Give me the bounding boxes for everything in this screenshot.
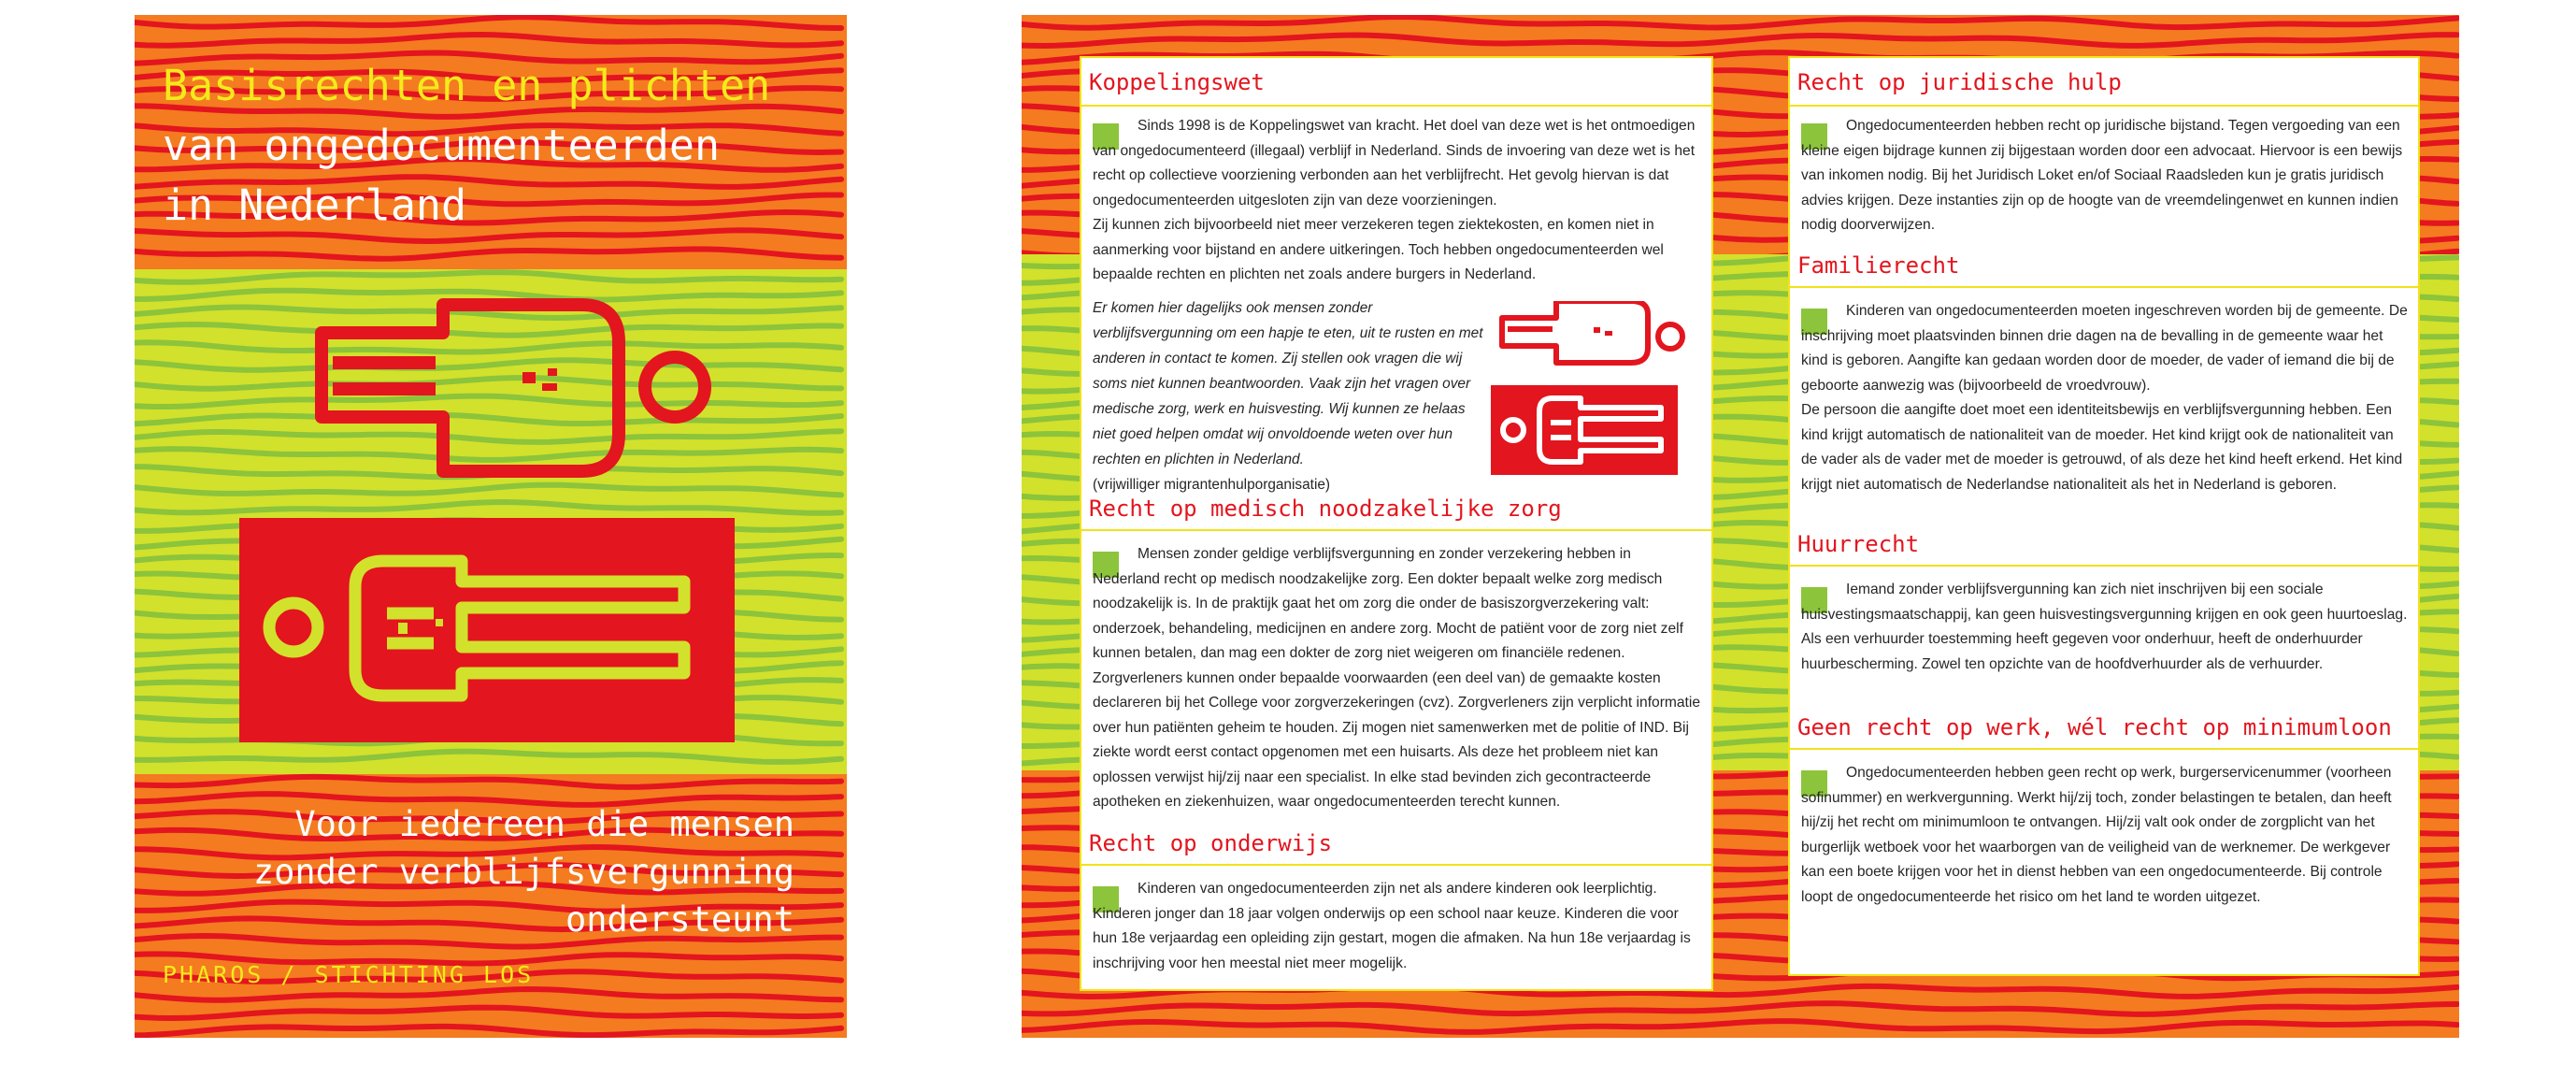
front-cover [135,15,847,1038]
huurrecht-paragraph: Iemand zonder verblijfsvergunning kan zich niet inschrijven bij een sociale huisvestingsmaatschappij, kan geen huisvestingsvergunning krijgen en ook geen huurtoeslag. Als een verhuurder toestemming heeft gegeven voor onderhuur, heeft de onderhuurder huurbescherming. Zowel ten opzichte van de hoofdverhuurder als de verhuurder. [1801,582,2408,672]
inside-spread [1022,15,2459,1038]
right-content-box [1788,56,2420,976]
section-koppelingswet [1081,58,1711,544]
heading-divider [1081,105,1711,107]
cover-title-line-3: in Nederland [163,180,467,230]
heading-medische-zorg: Recht op medisch noodzakelijke zorg [1089,496,1562,522]
heading-divider [1790,286,2418,288]
publisher-separator: / [280,961,298,988]
koppelingswet-text [1093,114,1702,288]
werk-minimumloon-paragraph: Ongedocumenteerden hebben geen recht op werk, burgerservicenummer (voorheen sofinummer) en werkvergunning. Werkt hij/zij toch, zonder belastingen te betalen, dan heeft hij/zij het recht om minimumloon te ontvangen. Hij/zij valt ook onder de zorgplicht van het burgerlijk wetboek voor het waarborgen van de veiligheid van de werknemer. De werkgever kan een boete krijgen voor het in dienst hebben van een ongedocumenteerde. Bij controle loopt de ongedocumenteerde het risico om het land te worden uitgezet. [1801,765,2392,905]
onderwijs-text [1093,877,1702,976]
koppelingswet-paragraph-1: Sinds 1998 is de Koppelingswet van kracht. Het doel van deze wet is het ontmoedigen van ongedocumenteerd (illegaal) verblijf in Nederland. Sinds de invoering van deze wet is het recht op collectieve voorziening verbonden aan het verblijfrecht. Het gevolg hiervan is dat ongedocumenteerden uitgesloten zijn van deze voorzieningen. [1093,118,1696,208]
heading-divider [1081,529,1711,531]
left-content-box [1080,56,1713,991]
publisher-pharos: PHAROS [163,961,265,988]
cover-title-line-2: van ongedocumenteerden [163,121,721,170]
heading-huurrecht: Huurrecht [1797,531,1920,557]
medische-zorg-paragraph: Mensen zonder geldige verblijfsvergunning en zonder verzekering hebben in Nederland recht op medisch noodzakelijke zorg. Een dokter bepaalt welke zorg medisch noodzakelijk is. In de praktijk gaat het om zorg die onder de basiszorgverzekering valt: onderzoek, behandeling, medicijnen en andere zorg. Mocht de patiënt voor de zorg niet zelf kunnen betalen, dan mag een dokter de zorg niet weigeren om financiële redenen. Zorgverleners kunnen onder bepaalde voorwaarden (een deel van) de gemaakte kosten declareren bij het College voor zorgverzekeringen (cvz). Zorgverleners zijn verplicht informatie over hun patiënten geheim te houden. Zij mogen niet samenwerken met de politie of IND. Bij ziekte wordt eerst contact opgenomen met een huisarts. Als deze het probleem niet kan oplossen verwijst hij/zij naar een specialist. In elke stad bevinden zich gecontracteerde apotheken en ziekenhuizen, waar ongedocumenteerden terecht kunnen. [1093,546,1701,810]
heading-familierecht: Familierecht [1797,252,1960,279]
medische-zorg-text [1093,542,1702,815]
cover-subtitle [135,800,794,943]
familierecht-paragraph-2: De persoon die aangifte doet moet een identiteitsbewijs en verblijfsvergunning hebben. Een kind krijgt automatisch de nationaliteit van de moeder. Het kind krijgt ook de nationaliteit van de vader als de vader met de moeder is getrouwd, of als deze het kind heeft erkend. Het kind krijgt niet automatisch de Nederlandse nationaliteit als het in Nederland is geboren. [1801,402,2403,493]
heading-werk-minimumloon: Geen recht op werk, wél recht op minimumloon [1797,714,2392,740]
heading-divider [1790,105,2418,107]
publisher-line [163,961,534,988]
publisher-stichting-los: STICHTING LOS [314,961,535,988]
quote-text: Er komen hier dagelijks ook mensen zonder verblijfsvergunning om een hapje te eten, uit te rusten en met anderen in contact te komen. Zij stellen ook vragen die wij soms niet kunnen beantwoorden. Vaak zijn het vragen over medische zorg, werk en huisvesting. Wij kunnen ze helaas niet goed helpen omdat wij onvoldoende weten over hun rechten en plichten in Nederland. [1093,300,1483,467]
cover-title [163,56,836,236]
huurrecht-text [1801,578,2409,677]
cover-subtitle-line-3: ondersteunt [565,899,794,940]
familierecht-text [1801,299,2409,497]
heading-divider [1081,864,1711,866]
koppelingswet-paragraph-2: Zij kunnen zich bijvoorbeeld niet meer verzekeren tegen ziektekosten, en komen niet in aanmerking voor bijstand en andere uitkeringen. Toch hebben ongedocumenteerden wel bepaalde rechten en plichten net zoals andere burgers in Nederland. [1093,217,1664,282]
heading-juridische-hulp: Recht op juridische hulp [1797,69,2122,95]
heading-onderwijs: Recht op onderwijs [1089,830,1333,856]
juridische-hulp-text [1801,114,2409,238]
volunteer-quote [1093,295,1485,497]
juridische-hulp-paragraph: Ongedocumenteerden hebben recht op juridische bijstand. Tegen vergoeding van een kleine eigen bijdrage kunnen zij bijgestaan worden door een advocaat. Hiervoor is een bewijs van inkomen nodig. Bij het Juridisch Loket en/of Sociaal Raadsleden kun je gratis juridisch advies krijgen. Deze instanties zijn op de hoogte van de vreemdelingenwet en kunnen indien nodig doorverwijzen. [1801,118,2403,233]
werk-minimumloon-text [1801,761,2409,910]
cover-title-line-1: Basisrechten en plichten [163,61,771,110]
cover-subtitle-line-2: zonder verblijfsvergunning [252,852,794,892]
cover-subtitle-line-1: Voor iedereen die mensen [294,804,794,844]
heading-divider [1790,748,2418,750]
heading-koppelingswet: Koppelingswet [1089,69,1265,95]
familierecht-paragraph-1: Kinderen van ongedocumenteerden moeten ingeschreven worden bij de gemeente. De inschrijving moet plaatsvinden binnen drie dagen na de bevalling in de gemeente waar het kind is geboren. Aangifte kan gedaan worden door de moeder, de vader of iemand die bij de geboorte aanwezig was (bijvoorbeeld de vroedvrouw). [1801,303,2408,394]
onderwijs-paragraph: Kinderen van ongedocumenteerden zijn net als andere kinderen ook leerplichtig. Kinderen jonger dan 18 jaar volgen onderwijs op een school naar keuze. Kinderen die voor hun 18e verjaardag een opleiding zijn gestart, mogen die afmaken. Na hun 18e verjaardag is inschrijving voor hen meestal niet meer mogelijk. [1093,881,1691,971]
person-figure-small-illustration [1491,301,1696,488]
heading-divider [1790,565,2418,567]
quote-source: (vrijwilliger migrantenhulporganisatie) [1093,477,1331,493]
